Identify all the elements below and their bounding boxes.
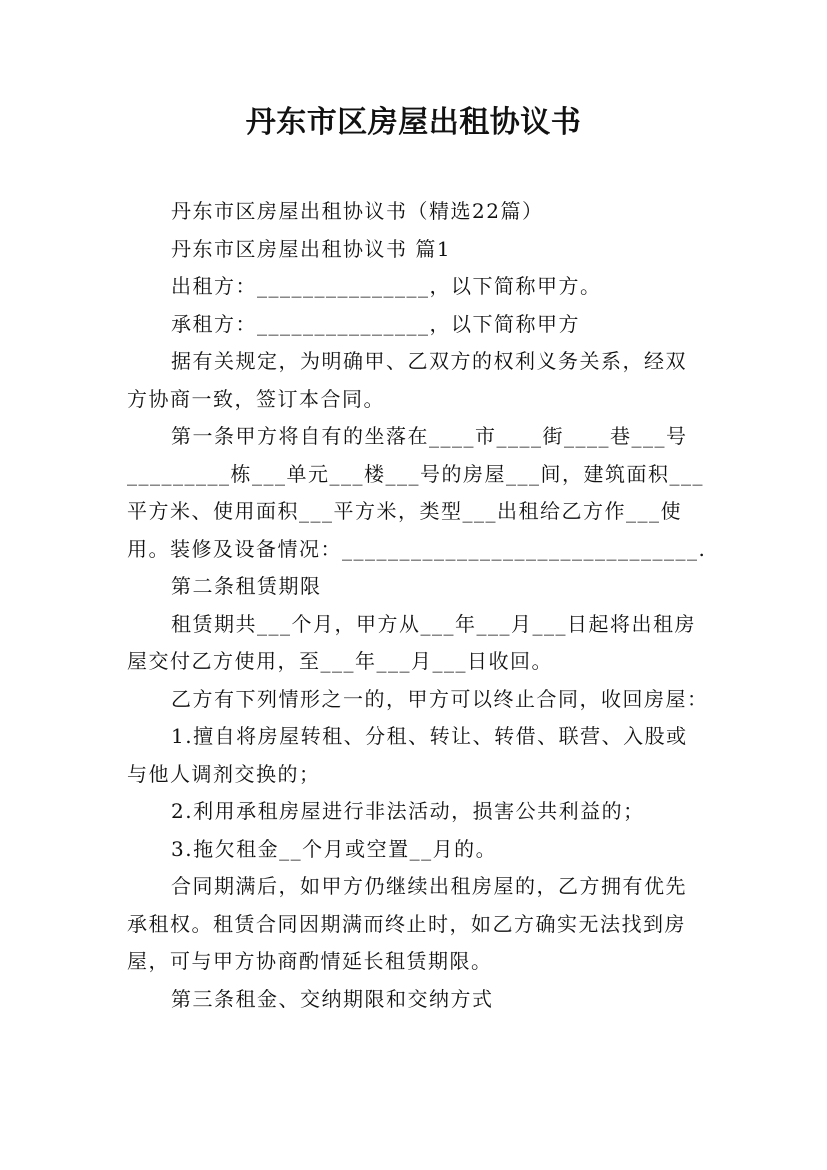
paragraph-line: 与他人调剂交换的； [127,761,321,786]
paragraph-line: 合同期满后，如甲方仍继续出租房屋的，乙方拥有优先 [171,874,687,898]
paragraph-line: 出租方：_______________，以下简称甲方。 [171,274,602,298]
paragraph-line: 租赁期共___个月，甲方从___年___月___日起将出租房 [171,611,696,636]
document-title: 丹东市区房屋出租协议书 [245,105,582,140]
paragraph-line: 据有关规定，为明确甲、乙双方的权利义务关系，经双 [171,349,687,373]
paragraph-line: 1.擅自将房屋转租、分租、转让、转借、联营、入股或 [171,724,688,748]
paragraph-line: 屋，可与甲方协商酌情延长租赁期限。 [127,949,493,973]
paragraph-line: 平方米、使用面积___平方米，类型___出租给乙方作___使 [127,499,682,523]
paragraph-line: 乙方有下列情形之一的，甲方可以终止合同，收回房屋： [171,686,709,711]
paragraph-line: 第二条租赁期限 [171,574,322,598]
paragraph-line: 方协商一致，签订本合同。 [127,386,385,411]
paragraph-line: 第三条租金、交纳期限和交纳方式 [171,986,494,1011]
paragraph-line: 屋交付乙方使用，至___年___月___日收回。 [127,649,553,673]
document-body [127,193,709,1018]
paragraph-line: 2.利用承租房屋进行非法活动，损害公共利益的； [171,799,645,823]
paragraph-line: 用。装修及设备情况：_______________________________. [127,536,707,561]
paragraph-line: _________栋___单元___楼___号的房屋___间，建筑面积___ [127,461,704,486]
paragraph-line: 第一条甲方将自有的坐落在____市____街____巷___号 [171,424,688,448]
paragraph-line: 3.拖欠租金__个月或空置__月的。 [171,836,498,861]
paragraph-line: 丹东市区房屋出租协议书 篇1 [171,236,452,261]
paragraph-line: 承租权。租赁合同因期满而终止时，如乙方确实无法找到房 [127,911,686,936]
paragraph-line: 承租方：_______________，以下简称甲方 [171,311,580,336]
paragraph-line: 丹东市区房屋出租协议书（精选22篇） [171,199,544,223]
